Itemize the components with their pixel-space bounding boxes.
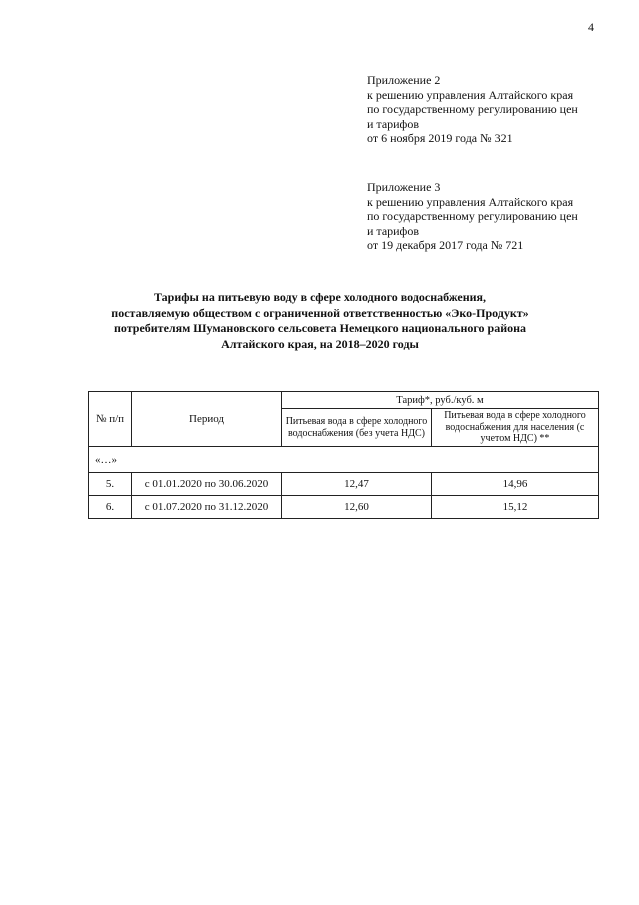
document-title bbox=[60, 290, 580, 352]
table-gap-row bbox=[89, 447, 599, 473]
row-tariff-b: 14,96 bbox=[432, 473, 599, 496]
row-num: 5. bbox=[89, 473, 132, 496]
annex-3-header bbox=[367, 180, 578, 253]
row-tariff-a: 12,60 bbox=[282, 496, 432, 519]
tariff-table bbox=[88, 391, 599, 519]
header-num: № п/п bbox=[89, 392, 132, 447]
annex-line: к решению управления Алтайского края bbox=[367, 194, 574, 209]
annex-line: от 6 ноября 2019 года № 321 bbox=[367, 131, 513, 145]
table-row bbox=[89, 496, 599, 519]
header-tariff: Тариф*, руб./куб. м bbox=[282, 392, 599, 409]
table-header-row bbox=[89, 392, 599, 409]
gap-marker: «…» bbox=[89, 447, 599, 473]
header-col-a: Питьевая вода в сфере холодного водоснабжения (без учета НДС) bbox=[282, 409, 432, 447]
header-period: Период bbox=[132, 392, 282, 447]
table-row bbox=[89, 473, 599, 496]
annex-2-header bbox=[367, 73, 578, 146]
row-period: с 01.01.2020 по 30.06.2020 bbox=[132, 473, 282, 496]
row-period: с 01.07.2020 по 31.12.2020 bbox=[132, 496, 282, 519]
annex-line: по государственному регулированию цен bbox=[367, 209, 578, 223]
annex-line: и тарифов bbox=[367, 116, 420, 131]
title-line: поставляемую обществом с ограниченной ответственностью «Эко-Продукт» bbox=[111, 305, 529, 320]
annex-line: Приложение 3 bbox=[367, 180, 441, 194]
annex-line: Приложение 2 bbox=[367, 73, 441, 87]
annex-line: к решению управления Алтайского края bbox=[367, 87, 574, 102]
header-col-b: Питьевая вода в сфере холодного водоснабжения для населения (с учетом НДС) ** bbox=[432, 409, 599, 447]
annex-line: и тарифов bbox=[367, 223, 420, 238]
title-line: Алтайского края, на 2018–2020 годы bbox=[221, 336, 419, 351]
title-line: Тарифы на питьевую воду в сфере холодного водоснабжения, bbox=[153, 290, 487, 304]
page-number: 4 bbox=[588, 20, 594, 34]
annex-line: по государственному регулированию цен bbox=[367, 102, 578, 116]
row-num: 6. bbox=[89, 496, 132, 519]
row-tariff-b: 15,12 bbox=[432, 496, 599, 519]
annex-line: от 19 декабря 2017 года № 721 bbox=[367, 238, 524, 252]
row-tariff-a: 12,47 bbox=[282, 473, 432, 496]
title-line: потребителям Шумановского сельсовета Немецкого национального района bbox=[113, 321, 527, 335]
